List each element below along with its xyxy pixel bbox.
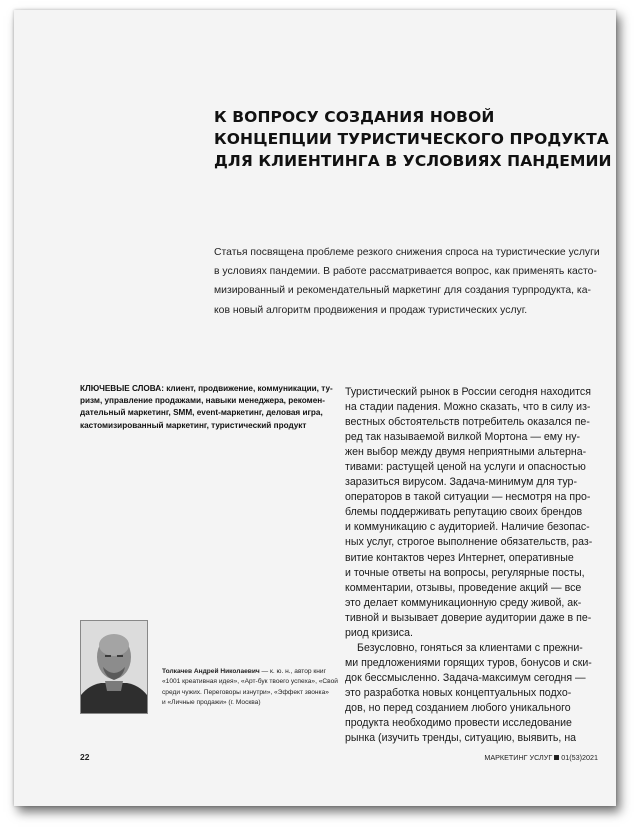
body-line: жен выбор между двумя неприятными альтерна- [345,446,587,459]
body-line: блемы поддерживать репутацию своих брендов [345,506,583,519]
title-line: КОНЦЕПЦИИ ТУРИСТИЧЕСКОГО ПРОДУКТА [214,130,609,148]
author-bio-line: среди чужих. Переговоры изнутри», «Эффект звонка» [162,688,329,696]
journal-footer [468,753,598,762]
article-body [345,385,615,746]
body-line: комментарии, отзывы, проведение акций — все [345,581,582,594]
keywords-line: ризм, управление продажами, навыки менеджера, рекомен- [80,396,325,406]
body-line: тивной и вызывает доверие аудитории даже в пе- [345,611,592,624]
author-bio [162,667,342,709]
article-title [214,106,612,172]
author-bio-line: и «Личные продажи» (г. Москва) [162,699,261,707]
body-line: на стадии падения. Можно сказать, что в силу из- [345,401,591,414]
body-line: ред так называемой вилкой Мортона — ему ну- [345,431,581,444]
body-line: это делает коммуникационную среду живой, ак- [345,596,582,609]
title-line: К ВОПРОСУ СОЗДАНИЯ НОВОЙ [214,108,495,126]
body-line: и коммуникацию с аудиторией. Наличие безопас- [345,521,590,534]
abstract-line: Статья посвящена проблеме резкого снижения спроса на туристические услуги [214,247,600,258]
abstract-line: ков новый алгоритм продвижения и продаж туристических услуг. [214,304,528,316]
author-name: Толкачев Андрей Николаевич [162,668,260,675]
keywords-line: КЛЮЧЕВЫЕ СЛОВА: клиент, продвижение, коммуникации, ту- [80,384,333,393]
body-line: дов, но перед созданием любого уникального [345,701,571,714]
body-line: операторов в такой ситуации — несмотря на про- [345,491,591,504]
square-separator-icon [554,755,559,760]
article-abstract [214,243,600,320]
body-line: ми предложениями горящих туров, бонусов и ски- [345,656,592,669]
keywords-line: дательный маркетинг, SMM, event-маркетинг, деловая игра, [80,408,323,418]
body-line: это разработка новых концептуальных подхо- [345,686,572,699]
body-line: рынка (изучить тренды, ситуацию, выявить, на [345,732,577,745]
author-photo [80,620,148,714]
author-bio-line: «1001 креативная идея», «Арт-бук твоего успеха», «Свой [162,678,338,686]
title-line: ДЛЯ КЛИЕНТИНГА В УСЛОВИЯХ ПАНДЕМИИ [214,152,612,170]
body-line: Туристический рынок в России сегодня находится [345,386,591,398]
keywords-block [80,383,333,432]
keywords-line: кастомизированный маркетинг, туристический продукт [80,420,307,430]
body-line: вестных обстоятельств потребитель оказался пе- [345,416,590,429]
author-portrait-image [81,621,147,713]
body-line: Безусловно, гоняться за клиентами с прежни- [357,641,583,654]
body-line: заразиться вирусом. Задача-минимум для тур- [345,476,577,489]
body-line: продукта необходимо провести исследование [345,717,572,730]
author-credentials: — к. ю. н., автор книг [259,668,327,675]
body-line: тивами: растущей ценой на услуги и опасностью [345,461,586,474]
abstract-line: в условиях пандемии. В работе рассматривается вопрос, как применять касто- [214,266,597,278]
body-line: ных услуг, строгое выполнение обязательств, раз- [345,536,593,549]
journal-page [14,10,616,806]
page-number: 22 [80,752,90,762]
journal-issue: 01(53)2021 [561,753,598,762]
body-line: и точные ответы на вопросы, регулярные посты, [345,566,585,579]
body-line: витие контактов через Интернет, оперативные [345,551,574,564]
abstract-line: мизированный и рекомендательный маркетинг для создания турпродукта, ка- [214,285,591,297]
body-line: док бессмысленно. Задача-максимум сегодня — [345,671,586,684]
body-line: риод кризиса. [345,626,413,639]
journal-name: МАРКЕТИНГ УСЛУГ [484,753,553,762]
